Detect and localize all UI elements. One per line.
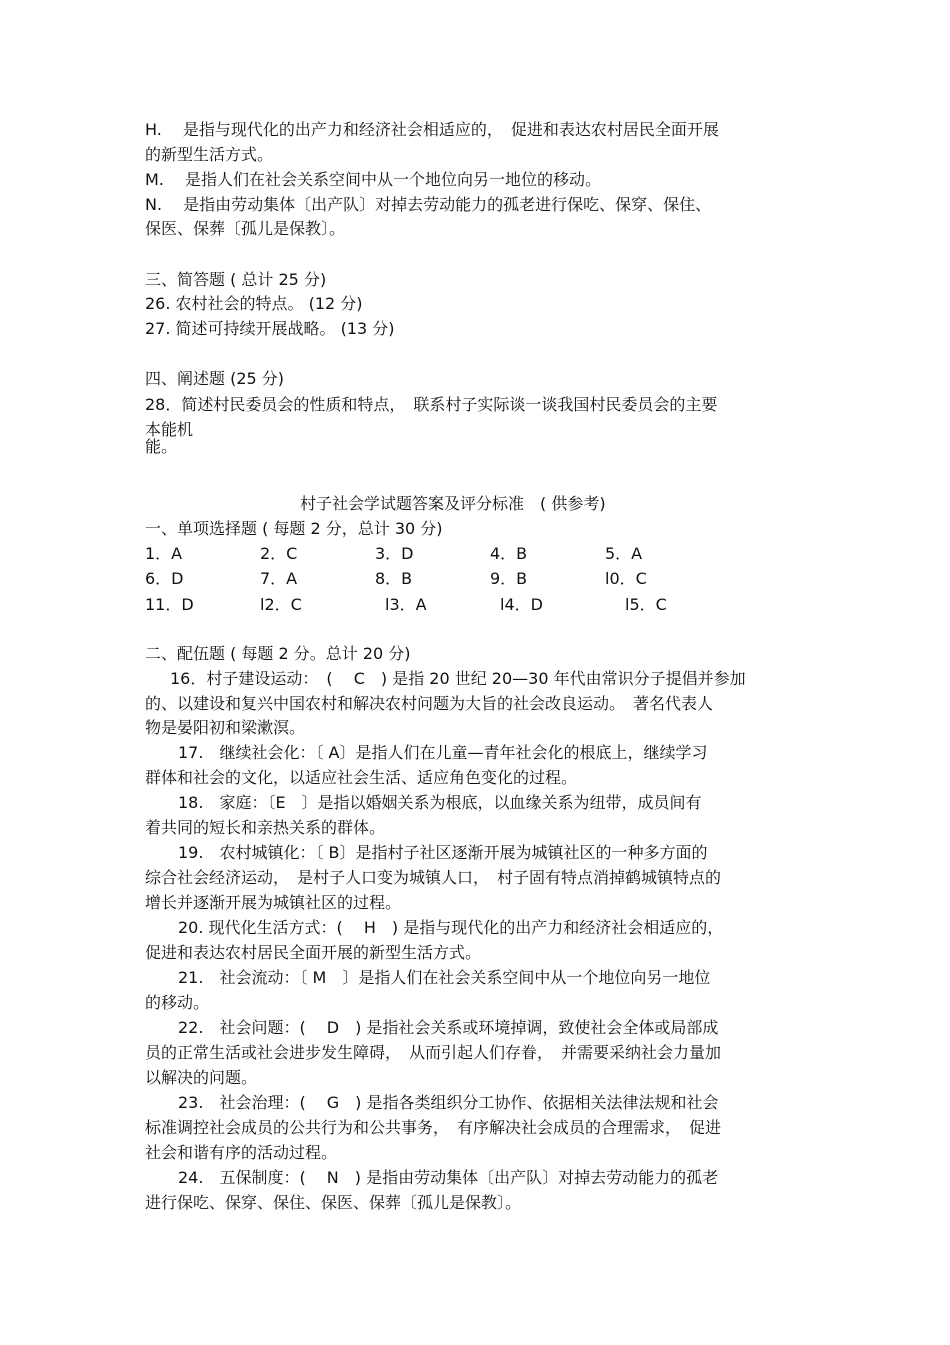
answer-line: 24. 五保制度：( N ) 是指由劳动集体〔出产队〕对掉去劳动能力的孤老 xyxy=(178,1168,719,1187)
section3-heading: 三、简答题 ( 总计 25 分) xyxy=(145,270,327,289)
section4-heading: 四、阐述题 (25 分) xyxy=(145,369,285,388)
answer-line: 着共同的短长和亲热关系的群体。 xyxy=(145,818,386,837)
answer-12: l2．C xyxy=(260,595,302,614)
answers-section1-heading: 一、单项选择题 ( 每题 2 分，总计 30 分) xyxy=(145,519,443,538)
def-n-line1: N. 是指由劳动集体〔出产队〕对掉去劳动能力的孤老进行保吃、保穿、保住、 xyxy=(145,195,712,214)
answer-7: 7．A xyxy=(260,569,298,588)
answer-11: 11．D xyxy=(145,595,194,614)
answer-8: 8．B xyxy=(375,569,413,588)
answer-line: 促进和表达农村居民全面开展的新型生活方式。 xyxy=(145,943,482,962)
answer-5: 5．A xyxy=(605,544,643,563)
answer-line: 21. 社会流动：〔 M 〕是指人们在社会关系空间中从一个地位向另一地位 xyxy=(178,968,711,987)
answers-section2-heading: 二、配伍题 ( 每题 2 分。总计 20 分) xyxy=(145,644,411,663)
def-h-line1: H. 是指与现代化的出产力和经济社会相适应的， 促进和表达农村居民全面开展 xyxy=(145,120,719,139)
answer-line: 的移动。 xyxy=(145,993,210,1012)
question-28-line2: 本能机 xyxy=(145,420,194,439)
def-n-line2: 保医、保葬〔孤儿是保教〕。 xyxy=(145,219,346,238)
answer-6: 6．D xyxy=(145,569,184,588)
answer-line: 群体和社会的文化，以适应社会生活、适应角色变化的过程。 xyxy=(145,768,578,787)
answer-15: l5．C xyxy=(625,595,667,614)
answer-9: 9．B xyxy=(490,569,528,588)
answer-line: 20. 现代化生活方式：( H ) 是指与现代化的出产力和经济社会相适应的， xyxy=(178,918,724,937)
answer-2: 2．C xyxy=(260,544,298,563)
answers-title: 村子社会学试题答案及评分标准 ( 供参考) xyxy=(300,494,606,513)
def-h-line2: 的新型生活方式。 xyxy=(145,145,274,164)
answer-line: 的、以建设和复兴中国农村和解决农村问题为大旨的社会改良运动。 著名代表人 xyxy=(145,694,714,713)
answer-line: 进行保吃、保穿、保住、保医、保葬〔孤儿是保教〕。 xyxy=(145,1193,522,1212)
question-26: 26. 农村社会的特点。 (12 分) xyxy=(145,294,363,313)
answer-line: 以解决的问题。 xyxy=(145,1068,258,1087)
answer-line: 增长并逐渐开展为城镇社区的过程。 xyxy=(145,893,402,912)
answer-line: 23. 社会治理：( G ) 是指各类组织分工协作、依据相关法律法规和社会 xyxy=(178,1093,719,1112)
answer-line: 社会和谐有序的活动过程。 xyxy=(145,1143,338,1162)
answer-13: l3．A xyxy=(385,595,427,614)
answer-line: 18. 家庭：〔E 〕是指以婚姻关系为根底，以血缘关系为纽带，成员间有 xyxy=(178,793,702,812)
answer-line: 22. 社会问题：( D ) 是指社会关系或环境掉调，致使社会全体或局部成 xyxy=(178,1018,719,1037)
question-28-line1: 28．简述村民委员会的性质和特点， 联系村子实际谈一谈我国村民委员会的主要 xyxy=(145,395,718,414)
answer-10: l0．C xyxy=(605,569,647,588)
answer-line: 标准调控社会成员的公共行为和公共事务， 有序解决社会成员的合理需求， 促进 xyxy=(145,1118,722,1137)
answer-14: l4．D xyxy=(500,595,543,614)
answer-3: 3．D xyxy=(375,544,414,563)
answer-4: 4．B xyxy=(490,544,528,563)
answer-1: 1．A xyxy=(145,544,183,563)
question-27: 27. 简述可持续开展战略。 (13 分) xyxy=(145,319,395,338)
answer-line: 员的正常生活或社会进步发生障碍， 从而引起人们存眷， 并需要采纳社会力量加 xyxy=(145,1043,722,1062)
answer-line: 17. 继续社会化：〔 A〕是指人们在儿童—青年社会化的根底上，继续学习 xyxy=(178,743,708,762)
answer-line: 19. 农村城镇化：〔 B〕是指村子社区逐渐开展为城镇社区的一种多方面的 xyxy=(178,843,708,862)
answer-line: 物是晏阳初和梁漱溟。 xyxy=(145,718,306,737)
question-28-line3: 能。 xyxy=(145,437,178,456)
answer-line: 16．村子建设运动： ( C ) 是指 20 世纪 20—30 年代由常识分子提倡并参加 xyxy=(170,669,746,688)
answer-line: 综合社会经济运动， 是村子人口变为城镇人口， 村子固有特点消掉鹤城镇特点的 xyxy=(145,868,722,887)
def-m: M. 是指人们在社会关系空间中从一个地位向另一地位的移动。 xyxy=(145,170,601,189)
